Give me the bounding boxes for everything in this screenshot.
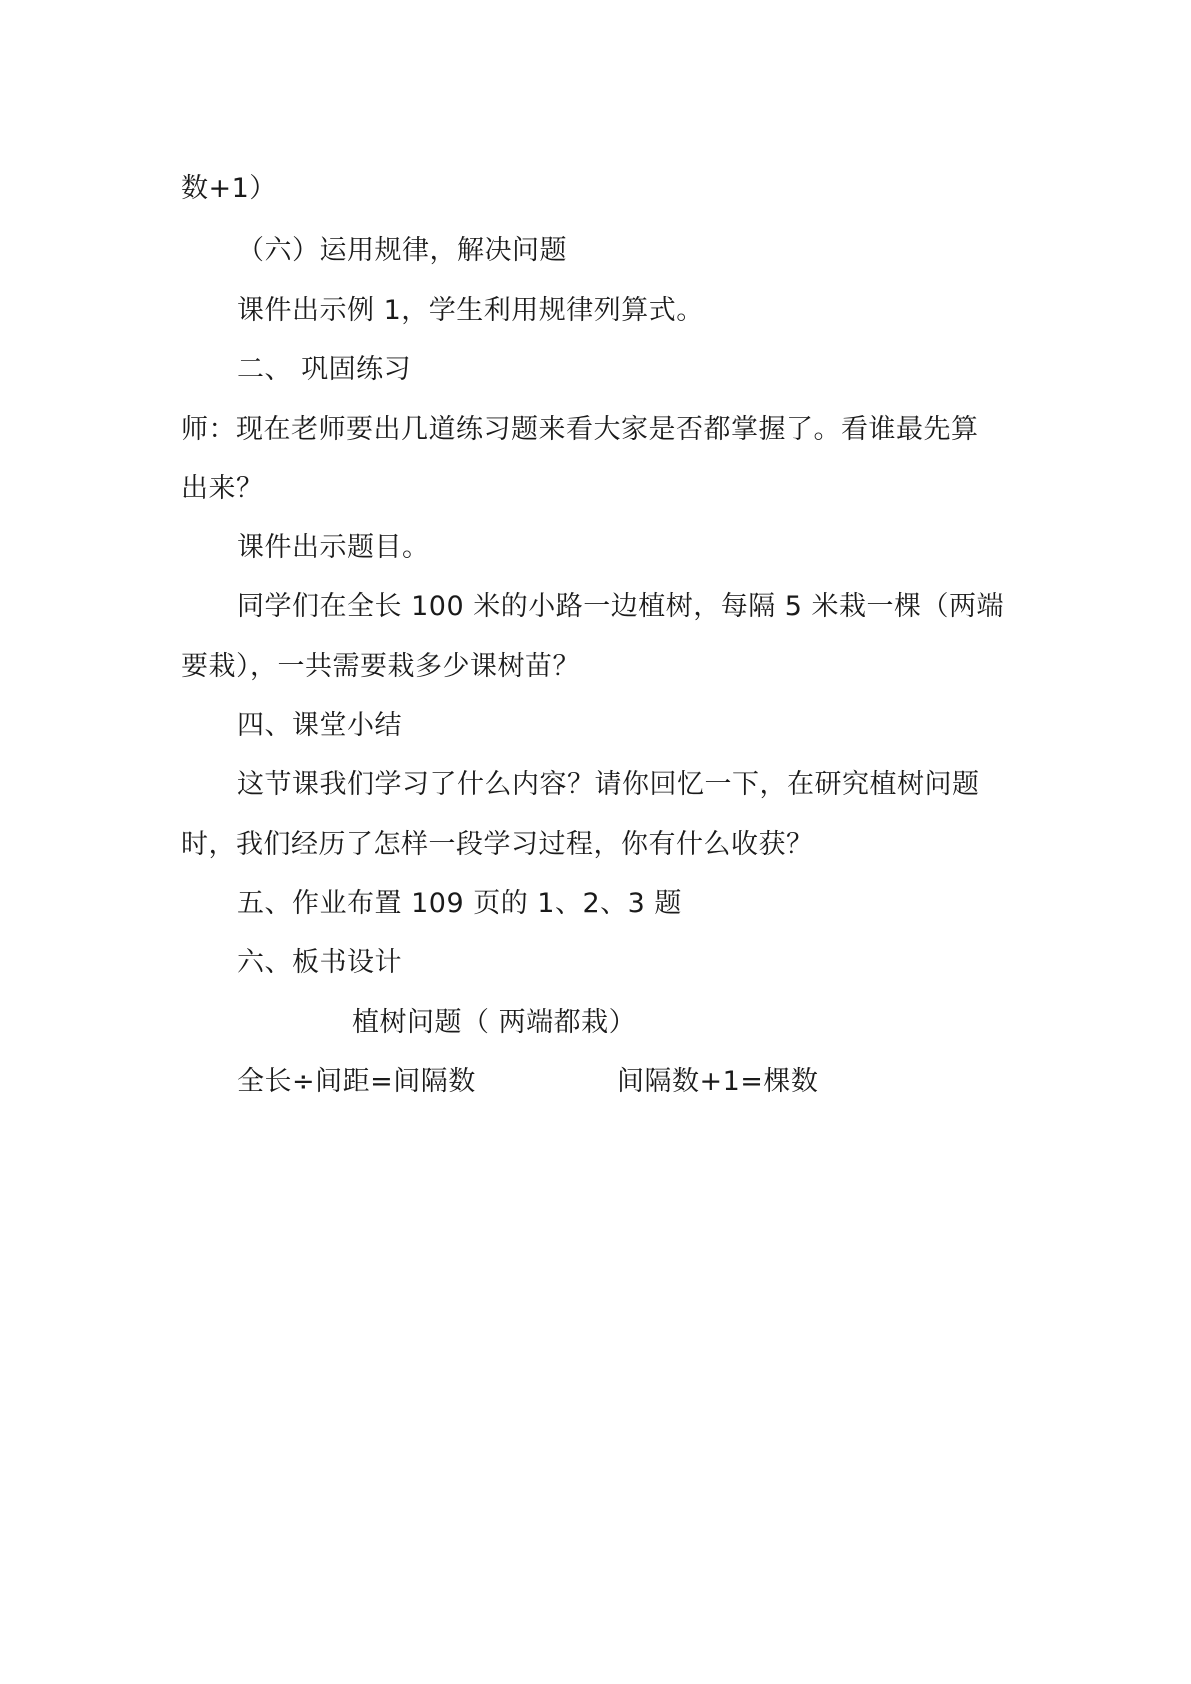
section-heading: 六、板书设计 [237,947,402,978]
paragraph-line: 要栽），一共需要栽多少课树苗？ [181,651,580,682]
paragraph-line: 时，我们经历了怎样一段学习过程，你有什么收获？ [181,829,814,860]
paragraph-line: 数+1） [181,173,277,204]
board-formula-left: 全长÷间距=间隔数 [237,1066,476,1097]
section-heading: 五、作业布置 109 页的 1、2、3 题 [237,888,682,919]
paragraph-line: 这节课我们学习了什么内容？请你回忆一下，在研究植树问题 [237,769,980,800]
section-heading: 四、课堂小结 [237,710,402,741]
section-heading: （六）运用规律，解决问题 [237,235,567,266]
board-title: 植树问题（ 两端都栽） [352,1007,637,1038]
paragraph-line: 出来？ [181,473,264,504]
paragraph-line: 师：现在老师要出几道练习题来看大家是否都掌握了。看谁最先算 [181,414,979,445]
paragraph-line: 课件出示题目。 [237,532,430,563]
board-formula-right: 间隔数+1=棵数 [617,1066,819,1097]
paragraph-line: 同学们在全长 100 米的小路一边植树，每隔 5 米栽一棵（两端 [237,591,1005,622]
section-heading: 二、 巩固练习 [237,354,412,385]
paragraph-line: 课件出示例 1，学生利用规律列算式。 [237,295,704,326]
